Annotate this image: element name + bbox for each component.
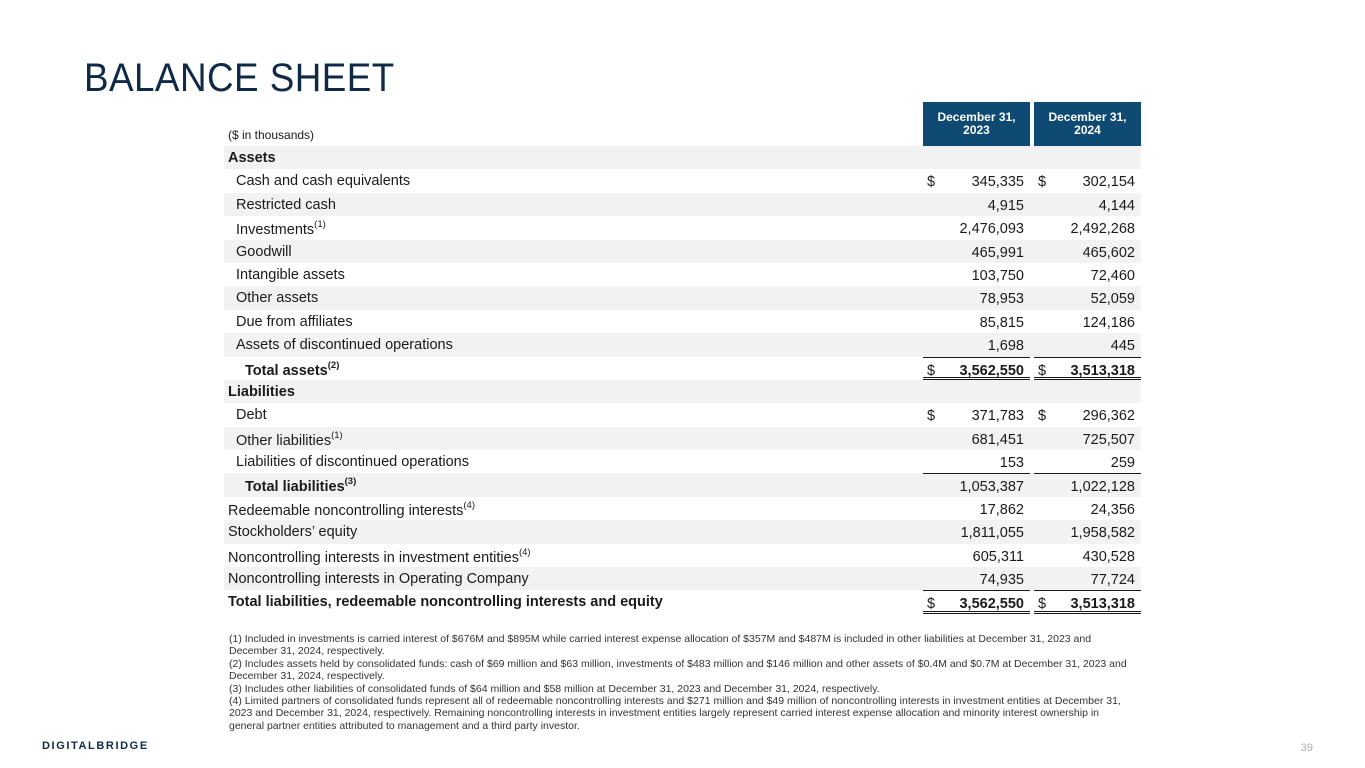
table-row xyxy=(224,286,1141,309)
table-row xyxy=(224,567,1141,590)
footnote: (4) Limited partners of consolidated funds represent all of redeemable noncontrolling interests and $271 million and $49 million of noncontrolling interests in investment entities at December 31, 2023 and December 31, 2024, respectively. Remaining noncontrolling interests in investment entities largely represent carried interest expense allocation and minority interest ownership in general partner entities attributed to management and a third party investor. xyxy=(229,695,1121,732)
row-label: Investments$^{(1)}$ xyxy=(236,219,326,238)
value-cell-2024 xyxy=(1034,497,1141,520)
value-cell-2024 xyxy=(1034,357,1141,380)
amount: 345,335 xyxy=(971,174,1024,191)
value-cell-2024 xyxy=(1034,520,1141,543)
value-cell-2023 xyxy=(923,450,1030,473)
value-cell-2023 xyxy=(923,497,1030,520)
balance-sheet-table xyxy=(224,146,1141,614)
amount: 725,507 xyxy=(1082,431,1135,448)
value-cell-2023 xyxy=(923,216,1030,239)
currency-symbol: $ xyxy=(1038,362,1047,379)
table-row xyxy=(224,263,1141,286)
value-cell-2023 xyxy=(923,520,1030,543)
value-cell-2024 xyxy=(1034,169,1141,192)
table-row xyxy=(224,450,1141,473)
amount: 72,460 xyxy=(1090,267,1135,284)
amount: 2,492,268 xyxy=(1070,221,1135,238)
table-row xyxy=(224,333,1141,356)
footnote-ref: (2) xyxy=(327,359,340,371)
amount: 103,750 xyxy=(971,267,1024,284)
page-number: 39 xyxy=(1300,742,1313,754)
table-row xyxy=(224,544,1141,567)
column-header-2024: December 31, 2024 xyxy=(1034,102,1141,146)
footnote: (1) Included in investments is carried interest of $676M and $895M while carried interest expense allocation of $357M and $487M is included in other liabilities at December 31, 2023 and December 31, 2024, respectively. xyxy=(229,633,1092,658)
units-label: ($ in thousands) xyxy=(228,128,315,142)
row-label: Noncontrolling interests in Operating Company xyxy=(228,571,529,588)
row-label: Debt xyxy=(236,407,267,424)
table-row xyxy=(224,146,1141,169)
table-row xyxy=(224,473,1141,496)
amount: 74,935 xyxy=(979,572,1024,589)
value-cell-2023 xyxy=(923,427,1030,450)
currency-symbol: $ xyxy=(1038,408,1047,425)
value-cell-2024 xyxy=(1034,450,1141,473)
value-cell-2024 xyxy=(1034,544,1141,567)
value-cell-2024 xyxy=(1034,193,1141,216)
row-label: Due from affiliates xyxy=(236,313,353,330)
value-cell-2023 xyxy=(923,544,1030,567)
footnote: (2) Includes assets held by consolidated funds: cash of $69 million and $63 million, investments of $483 million and $146 million and other assets of $0.4M and $0.7M at December 31, 2023 and December 31, 2024, respectively. xyxy=(229,657,1127,683)
footnotes xyxy=(229,633,1134,732)
amount: 465,602 xyxy=(1082,244,1135,261)
amount: 78,953 xyxy=(979,291,1024,308)
table-row xyxy=(224,590,1141,613)
table-row xyxy=(224,240,1141,263)
currency-symbol: $ xyxy=(927,174,936,191)
value-cell-2023 xyxy=(923,567,1030,590)
value-cell-2023 xyxy=(923,263,1030,286)
amount: 430,528 xyxy=(1082,548,1135,565)
value-cell-2023 xyxy=(923,193,1030,216)
company-logo: DIGITALBRIDGE xyxy=(42,740,149,752)
value-cell-2024 xyxy=(1034,567,1141,590)
footnote: (3) Includes other liabilities of consolidated funds of $64 million and $58 million at December 31, 2023 and December 31, 2024, respectively. xyxy=(229,682,880,695)
row-label: Total assets$^{(2)}$ xyxy=(245,359,340,379)
value-cell-2024 xyxy=(1034,216,1141,239)
currency-symbol: $ xyxy=(927,408,936,425)
amount: 4,144 xyxy=(1098,197,1135,214)
value-cell-2023 xyxy=(923,310,1030,333)
table-row xyxy=(224,193,1141,216)
amount: 605,311 xyxy=(972,548,1024,565)
row-label: Other liabilities$^{(1)}$ xyxy=(236,429,343,449)
value-cell-2023 xyxy=(923,403,1030,426)
amount: 302,154 xyxy=(1082,174,1135,191)
value-cell-2023 xyxy=(923,169,1030,192)
value-cell-2023 xyxy=(923,240,1030,263)
value-cell-2024 xyxy=(1034,590,1141,613)
value-cell-2024 xyxy=(1034,286,1141,309)
amount: 52,059 xyxy=(1090,291,1135,308)
row-label: Total liabilities, redeemable noncontrolling interests and equity xyxy=(228,594,663,611)
amount: 1,698 xyxy=(987,338,1024,355)
footnote-ref: (4) xyxy=(518,546,531,558)
amount: 3,513,318 xyxy=(1070,362,1135,379)
amount: 1,053,387 xyxy=(959,479,1024,496)
row-label: Restricted cash xyxy=(236,196,336,213)
amount: 1,958,582 xyxy=(1070,525,1135,542)
value-cell-2024 xyxy=(1034,473,1141,496)
row-label: Assets of discontinued operations xyxy=(236,337,453,354)
amount: 153 xyxy=(999,455,1024,472)
value-cell-2024 xyxy=(1034,263,1141,286)
row-label: Stockholders’ equity xyxy=(228,524,358,541)
amount: 1,022,128 xyxy=(1070,479,1135,496)
currency-symbol: $ xyxy=(1038,596,1047,613)
row-label: Liabilities of discontinued operations xyxy=(236,454,469,471)
table-row xyxy=(224,427,1141,450)
footnote-ref: (3) xyxy=(344,476,357,488)
value-cell-2023 xyxy=(923,590,1030,613)
row-label: Noncontrolling interests in investment entities$^{(4)}$ xyxy=(228,546,531,566)
table-row xyxy=(224,310,1141,333)
amount: 445 xyxy=(1110,338,1135,355)
amount: 85,815 xyxy=(979,314,1024,331)
row-label: Intangible assets xyxy=(236,266,345,283)
value-cell-2023 xyxy=(923,357,1030,380)
row-label: Liabilities xyxy=(228,383,295,400)
amount: 24,356 xyxy=(1090,501,1135,518)
amount: 371,783 xyxy=(971,408,1024,425)
amount: 3,513,318 xyxy=(1070,596,1135,613)
row-label: Total liabilities$^{(3)}$ xyxy=(245,476,357,496)
value-cell-2023 xyxy=(923,333,1030,356)
column-header-2023: December 31, 2023 xyxy=(923,102,1030,146)
row-label: Assets xyxy=(228,150,276,166)
footnote-ref: (1) xyxy=(331,429,343,441)
table-row xyxy=(224,497,1141,520)
amount: 124,186 xyxy=(1082,314,1135,331)
footnote-ref: (4) xyxy=(463,499,475,511)
row-label: Goodwill xyxy=(236,243,292,260)
table-row xyxy=(224,520,1141,543)
value-cell-2024 xyxy=(1034,310,1141,333)
amount: 296,362 xyxy=(1082,408,1135,425)
page-title: BALANCE SHEET xyxy=(84,56,395,100)
amount: 1,811,055 xyxy=(960,525,1024,542)
table-row xyxy=(224,357,1141,380)
currency-symbol: $ xyxy=(927,596,936,613)
amount: 3,562,550 xyxy=(959,362,1024,379)
value-cell-2024 xyxy=(1034,427,1141,450)
table-row xyxy=(224,380,1141,403)
currency-symbol: $ xyxy=(1038,174,1047,191)
table-row xyxy=(224,216,1141,239)
table-row xyxy=(224,403,1141,426)
amount: 259 xyxy=(1110,455,1135,472)
row-label: Cash and cash equivalents xyxy=(236,173,411,190)
amount: 2,476,093 xyxy=(959,221,1024,238)
amount: 77,724 xyxy=(1090,572,1135,589)
value-cell-2023 xyxy=(923,286,1030,309)
row-label: Other assets xyxy=(236,290,319,307)
amount: 4,915 xyxy=(987,197,1024,214)
currency-symbol: $ xyxy=(927,362,936,379)
value-cell-2024 xyxy=(1034,333,1141,356)
amount: 465,991 xyxy=(971,244,1024,261)
value-cell-2024 xyxy=(1034,240,1141,263)
value-cell-2023 xyxy=(923,473,1030,496)
value-cell-2024 xyxy=(1034,403,1141,426)
amount: 681,451 xyxy=(971,431,1024,448)
row-label: Redeemable noncontrolling interests$^{(4)}$ xyxy=(228,499,475,519)
amount: 17,862 xyxy=(979,501,1024,518)
table-row xyxy=(224,169,1141,192)
amount: 3,562,550 xyxy=(959,596,1024,613)
footnote-ref: (1) xyxy=(314,219,326,231)
